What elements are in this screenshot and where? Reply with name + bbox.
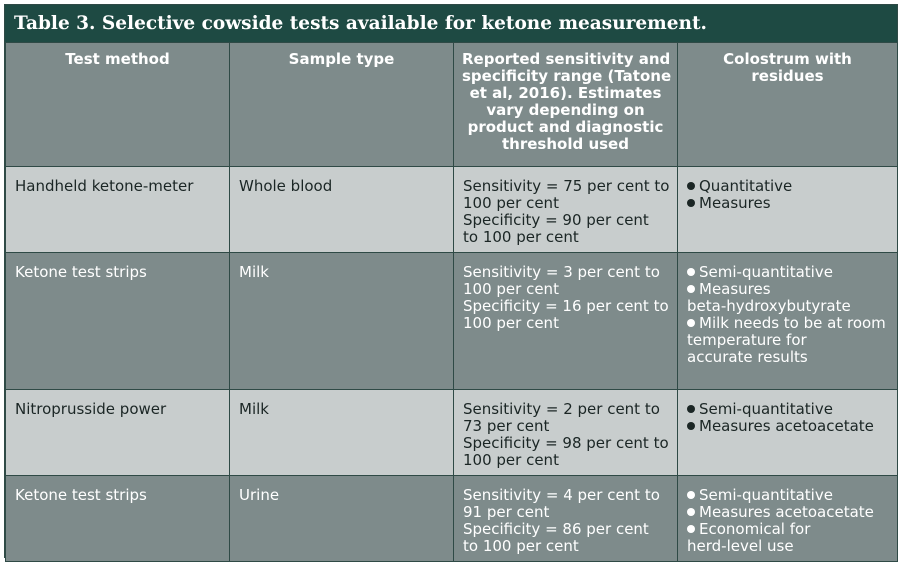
list-item: [687, 401, 889, 418]
bullet-icon: [687, 268, 695, 276]
bullet-text: Quantitative: [699, 177, 793, 195]
cell-method: Ketone test strips: [6, 476, 230, 562]
range-line: Specificity = 98 per cent to: [463, 434, 669, 452]
cell-notes: [678, 167, 898, 253]
range-line: 73 per cent: [463, 417, 550, 435]
header-line: product and diagnostic: [467, 118, 664, 136]
header-sensitivity-range: [454, 43, 678, 167]
bullet-text: beta-hydroxybutyrate: [687, 297, 851, 315]
header-line: threshold used: [502, 135, 629, 153]
header-colostrum: Colostrum with residues: [678, 43, 898, 167]
cell-sample: Urine: [230, 476, 454, 562]
cell-notes: [678, 253, 898, 390]
header-sample-type: Sample type: [230, 43, 454, 167]
bullet-icon: [687, 405, 695, 413]
range-line: to 100 per cent: [463, 537, 579, 555]
table-row: [6, 167, 898, 253]
range-line: Sensitivity = 75 per cent to: [463, 177, 670, 195]
bullet-icon: [687, 508, 695, 516]
range-line: Specificity = 86 per cent: [463, 520, 649, 538]
range-line: Sensitivity = 3 per cent to: [463, 263, 660, 281]
bullet-icon: [687, 491, 695, 499]
range-line: 100 per cent: [463, 451, 559, 469]
list-item: [687, 487, 889, 504]
bullet-text: Semi-quantitative: [699, 400, 833, 418]
bullet-text: Measures acetoacetate: [699, 417, 874, 435]
table-figure: [4, 4, 898, 558]
cell-sample: Whole blood: [230, 167, 454, 253]
list-item: [687, 504, 889, 521]
range-line: Specificity = 90 per cent: [463, 211, 649, 229]
table-row: [6, 390, 898, 476]
range-line: 91 per cent: [463, 503, 550, 521]
range-line: 100 per cent: [463, 194, 559, 212]
ketone-tests-table: [5, 42, 898, 562]
cell-method: Handheld ketone-meter: [6, 167, 230, 253]
cell-range: [454, 390, 678, 476]
bullet-text: Milk needs to be at room: [699, 314, 886, 332]
range-line: Specificity = 16 per cent to: [463, 297, 669, 315]
list-item: [687, 195, 889, 212]
cell-method: Ketone test strips: [6, 253, 230, 390]
cell-sample: Milk: [230, 253, 454, 390]
bullet-text: Measures: [699, 194, 771, 212]
bullet-text: herd-level use: [687, 537, 794, 555]
bullet-text: accurate results: [687, 348, 808, 366]
bullet-icon: [687, 319, 695, 327]
header-line: vary depending on: [486, 101, 645, 119]
list-item: [687, 281, 889, 315]
cell-method: Nitroprusside power: [6, 390, 230, 476]
bullet-icon: [687, 182, 695, 190]
range-line: Sensitivity = 4 per cent to: [463, 486, 660, 504]
cell-range: [454, 476, 678, 562]
cell-notes: [678, 476, 898, 562]
bullet-icon: [687, 285, 695, 293]
range-line: Sensitivity = 2 per cent to: [463, 400, 660, 418]
header-line: specificity range (Tatone: [462, 67, 672, 85]
list-item: [687, 264, 889, 281]
bullet-text: temperature for: [687, 331, 807, 349]
cell-range: [454, 253, 678, 390]
bullet-icon: [687, 199, 695, 207]
table-title: Table 3. Selective cowside tests available for ketone measurement.: [5, 5, 897, 42]
bullet-text: Measures acetoacetate: [699, 503, 874, 521]
list-item: [687, 521, 889, 555]
cell-range: [454, 167, 678, 253]
bullet-text: Semi-quantitative: [699, 263, 833, 281]
cell-sample: Milk: [230, 390, 454, 476]
header-row: [6, 43, 898, 167]
table-row: [6, 253, 898, 390]
bullet-icon: [687, 422, 695, 430]
bullet-text: Economical for: [699, 520, 811, 538]
header-line: Reported sensitivity and: [462, 50, 671, 68]
cell-notes: [678, 390, 898, 476]
list-item: [687, 178, 889, 195]
header-line: et al, 2016). Estimates: [469, 84, 662, 102]
range-line: 100 per cent: [463, 314, 559, 332]
range-line: to 100 per cent: [463, 228, 579, 246]
list-item: [687, 418, 889, 435]
bullet-text: Semi-quantitative: [699, 486, 833, 504]
bullet-text: Measures: [699, 280, 771, 298]
list-item: [687, 315, 889, 366]
range-line: 100 per cent: [463, 280, 559, 298]
bullet-icon: [687, 525, 695, 533]
table-row: [6, 476, 898, 562]
header-test-method: Test method: [6, 43, 230, 167]
